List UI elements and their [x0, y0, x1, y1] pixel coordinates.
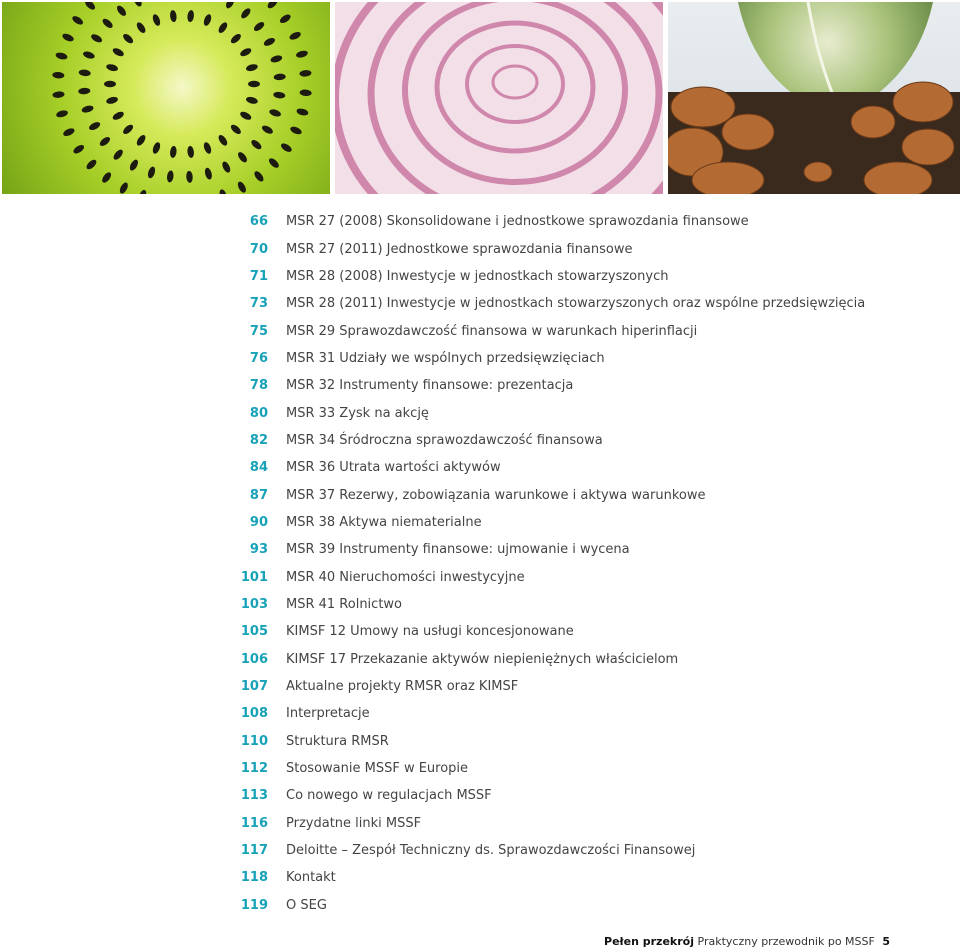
toc-entry-title: MSR 41 Rolnictwo: [286, 596, 403, 612]
toc-entry-title: Stosowanie MSSF w Europie: [286, 761, 469, 777]
table-of-contents: [0, 208, 960, 919]
toc-entry[interactable]: [0, 864, 960, 891]
toc-page-number: 80: [249, 405, 268, 421]
toc-entry-title: MSR 28 (2008) Inwestycje w jednostkach stowarzyszonych: [286, 268, 669, 284]
toc-entry-title: Struktura RMSR: [286, 733, 389, 749]
cactus-illustration: [668, 2, 960, 194]
toc-page-number: 70: [249, 241, 268, 257]
toc-entry-title: MSR 33 Zysk na akcję: [286, 405, 429, 421]
toc-entry[interactable]: [0, 892, 960, 919]
toc-entry[interactable]: [0, 591, 960, 618]
toc-page-number: 73: [249, 296, 268, 312]
toc-entry[interactable]: [0, 208, 960, 235]
toc-entry[interactable]: [0, 454, 960, 481]
toc-page-number: 84: [249, 460, 268, 476]
toc-page-number: 107: [240, 679, 268, 695]
toc-page-number: 87: [249, 487, 268, 503]
toc-entry[interactable]: [0, 837, 960, 864]
toc-page-number: 66: [249, 214, 268, 230]
toc-entry[interactable]: [0, 782, 960, 809]
toc-entry[interactable]: [0, 646, 960, 673]
toc-entry-title: MSR 36 Utrata wartości aktywów: [286, 460, 501, 476]
toc-entry-title: MSR 38 Aktywa niematerialne: [286, 514, 482, 530]
toc-page-number: 117: [240, 843, 268, 859]
toc-page-number: 110: [240, 733, 268, 749]
toc-page-number: 93: [249, 542, 268, 558]
page-footer: [604, 935, 890, 948]
toc-page-number: 105: [240, 624, 268, 640]
toc-entry[interactable]: [0, 563, 960, 590]
toc-page-number: 112: [240, 761, 268, 777]
toc-entry[interactable]: [0, 317, 960, 344]
footer-publication-subtitle: Praktyczny przewodnik po MSSF: [697, 935, 875, 948]
toc-entry[interactable]: [0, 509, 960, 536]
toc-page-number: 119: [240, 897, 268, 913]
toc-page-number: 103: [240, 596, 268, 612]
toc-entry[interactable]: [0, 673, 960, 700]
toc-page-number: 108: [240, 706, 268, 722]
toc-entry[interactable]: [0, 618, 960, 645]
toc-entry[interactable]: [0, 345, 960, 372]
toc-entry[interactable]: [0, 755, 960, 782]
toc-entry[interactable]: [0, 810, 960, 837]
toc-entry[interactable]: [0, 728, 960, 755]
toc-page-number: 116: [240, 815, 268, 831]
toc-entry[interactable]: [0, 372, 960, 399]
toc-entry-title: MSR 29 Sprawozdawczość finansowa w warunkach hiperinflacji: [286, 323, 698, 339]
toc-entry-title: MSR 40 Nieruchomości inwestycyjne: [286, 569, 525, 585]
toc-entry-title: MSR 27 (2011) Jednostkowe sprawozdania finansowe: [286, 241, 633, 257]
onion-photo: [335, 2, 663, 194]
toc-entry[interactable]: [0, 481, 960, 508]
cactus-photo: [668, 2, 960, 194]
toc-entry[interactable]: [0, 536, 960, 563]
kiwi-photo: [2, 2, 330, 194]
toc-entry[interactable]: [0, 263, 960, 290]
toc-page-number: 113: [240, 788, 268, 804]
toc-entry-title: MSR 28 (2011) Inwestycje w jednostkach stowarzyszonych oraz wspólne przedsięwzięcia: [286, 296, 866, 312]
toc-entry-title: MSR 37 Rezerwy, zobowiązania warunkowe i aktywa warunkowe: [286, 487, 706, 503]
toc-entry[interactable]: [0, 290, 960, 317]
toc-entry-title: MSR 27 (2008) Skonsolidowane i jednostkowe sprawozdania finansowe: [286, 214, 749, 230]
toc-page-number: 118: [240, 870, 268, 886]
toc-page-number: 82: [249, 432, 268, 448]
toc-entry[interactable]: [0, 235, 960, 262]
kiwi-illustration: [2, 2, 330, 194]
toc-entry-title: MSR 32 Instrumenty finansowe: prezentacja: [286, 378, 574, 394]
toc-page-number: 75: [249, 323, 268, 339]
toc-entry-title: Co nowego w regulacjach MSSF: [286, 788, 492, 804]
toc-entry-title: Interpretacje: [286, 706, 370, 722]
toc-page-number: 76: [249, 350, 268, 366]
onion-illustration: [335, 2, 663, 194]
toc-entry-title: MSR 34 Śródroczna sprawozdawczość finansowa: [286, 432, 603, 448]
toc-entry[interactable]: [0, 427, 960, 454]
toc-entry-title: Przydatne linki MSSF: [286, 815, 422, 831]
footer-page-number: 5: [882, 935, 890, 948]
toc-page-number: 106: [240, 651, 268, 667]
toc-entry-title: Aktualne projekty RMSR oraz KIMSF: [286, 679, 519, 695]
toc-page-number: 101: [240, 569, 268, 585]
toc-entry-title: Kontakt: [286, 870, 336, 886]
toc-entry-title: O SEG: [286, 897, 327, 913]
toc-entry-title: Deloitte – Zespół Techniczny ds. Sprawozdawczości Finansowej: [286, 843, 696, 859]
toc-entry-title: MSR 31 Udziały we wspólnych przedsięwzięciach: [286, 350, 605, 366]
toc-entry-title: MSR 39 Instrumenty finansowe: ujmowanie i wycena: [286, 542, 630, 558]
toc-entry[interactable]: [0, 399, 960, 426]
footer-publication-bold: Pełen przekrój: [604, 935, 694, 948]
toc-page-number: 71: [249, 268, 268, 284]
toc-page-number: 78: [249, 378, 268, 394]
toc-entry-title: KIMSF 17 Przekazanie aktywów niepieniężnych właścicielom: [286, 651, 679, 667]
toc-entry-title: KIMSF 12 Umowy na usługi koncesjonowane: [286, 624, 574, 640]
toc-entry[interactable]: [0, 700, 960, 727]
toc-page-number: 90: [249, 514, 268, 530]
